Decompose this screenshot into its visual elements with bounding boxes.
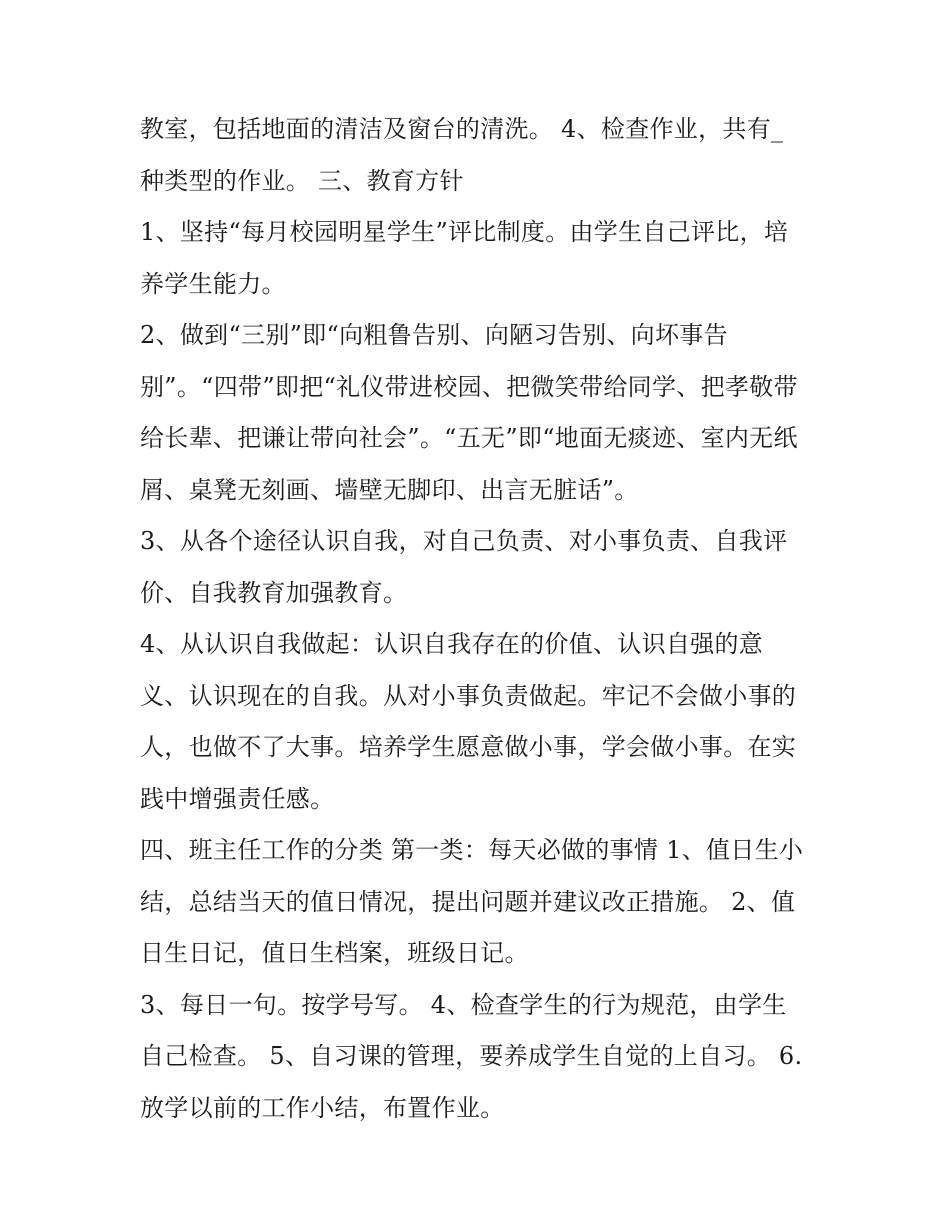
text-line: 义、认识现在的自我。从对小事负责做起。牢记不会做小事的 <box>140 681 797 710</box>
body-text <box>140 104 820 1134</box>
text-line: 自己检查。 5、自习课的管理，要养成学生自觉的上自习。 6. <box>140 1042 803 1070</box>
text-line: 践中增强责任感。 <box>140 784 335 813</box>
text-line: 屑、桌凳无刻画、墙壁无脚印、出言无脏话”。 <box>140 475 639 504</box>
text-line: 种类型的作业。 三、教育方针 <box>140 166 464 195</box>
text-line: 2、做到“三别”即“向粗鲁告别、向陋习告别、向坏事告 <box>140 321 728 349</box>
text-line: 价、自我教育加强教育。 <box>140 578 408 607</box>
text-line: 结，总结当天的值日情况，提出问题并建议改正措施。 2、值 <box>140 887 796 916</box>
text-line: 4、从认识自我做起：认识自我存在的价值、认识自强的意 <box>140 630 764 658</box>
text-line: 1、坚持“每月校园明星学生”评比制度。由学生自己评比，培 <box>140 218 789 246</box>
text-line: 3、每日一句。按学号写。 4、检查学生的行为规范，由学生 <box>140 990 787 1019</box>
text-line: 3、从各个途径认识自我，对自己负责、对小事负责、自我评 <box>140 527 788 555</box>
text-line: 别”。“四带”即把“礼仪带进校园、把微笑带给同学、把孝敬带 <box>140 372 798 401</box>
text-line: 四、班主任工作的分类 第一类：每天必做的事情 1、值日生小 <box>140 836 804 864</box>
text-line: 教室，包括地面的清洁及窗台的清洗。 4、检查作业，共有_ <box>140 115 784 143</box>
text-line: 人，也做不了大事。培养学生愿意做小事，学会做小事。在实 <box>140 733 797 761</box>
text-line: 养学生能力。 <box>140 269 286 298</box>
text-line: 日生日记，值日生档案，班级日记。 <box>140 939 529 967</box>
text-line: 放学以前的工作小结，布置作业。 <box>140 1093 505 1122</box>
text-line: 给长辈、把谦让带向社会”。“五无”即“地面无痰迹、室内无纸 <box>140 424 798 452</box>
